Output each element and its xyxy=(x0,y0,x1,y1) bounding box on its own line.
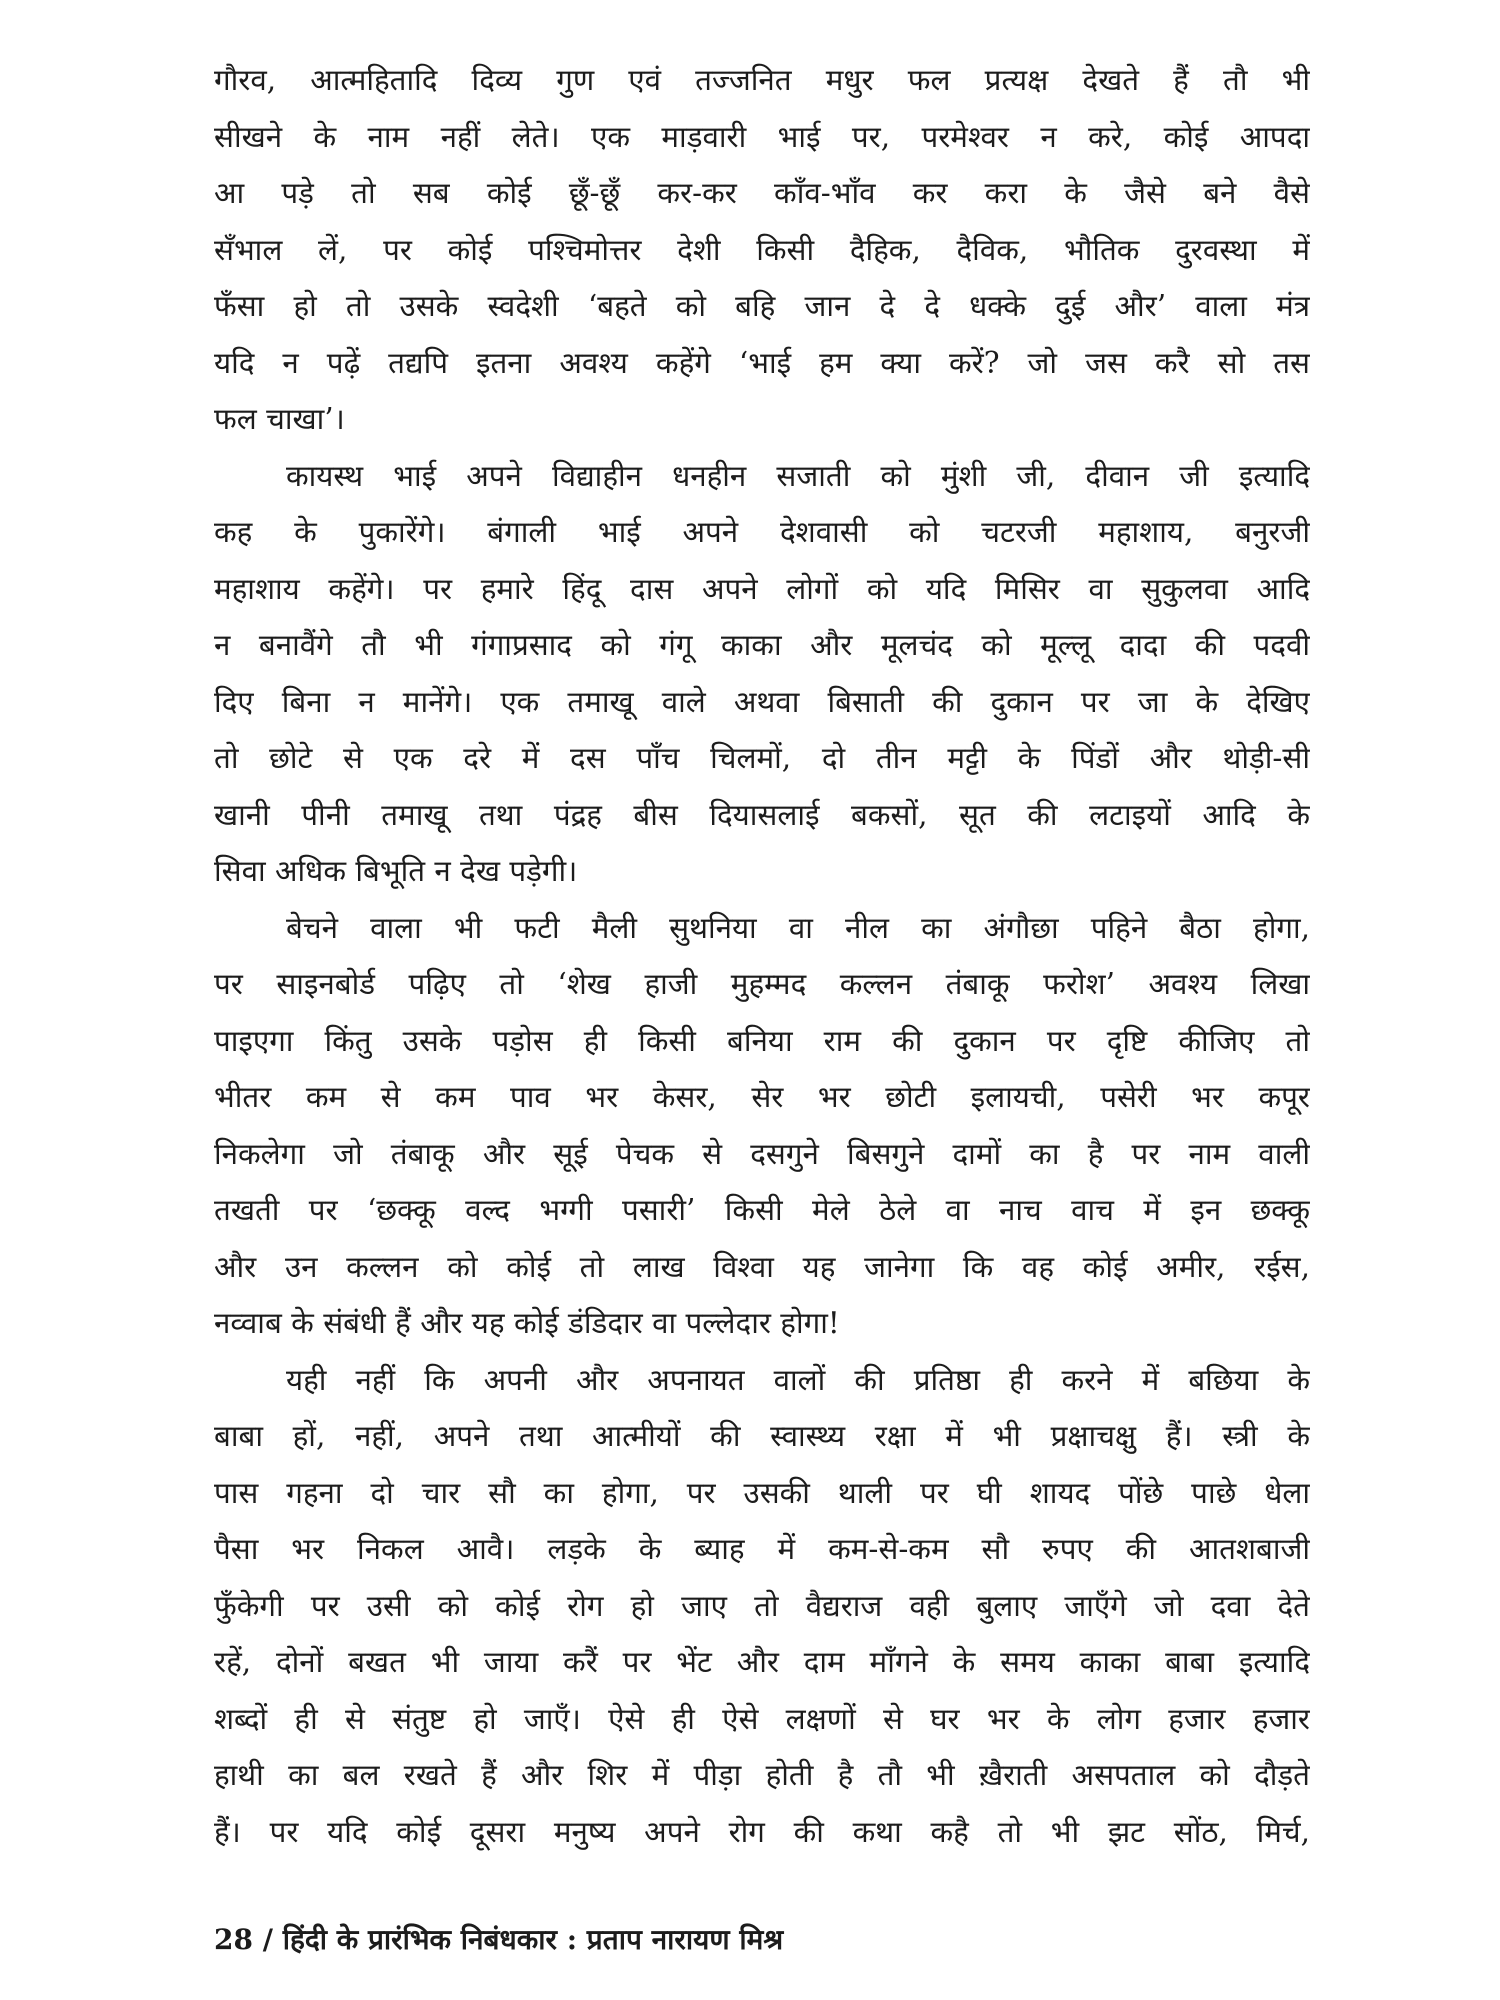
text-line: फँसा हो तो उसके स्वदेशी ‘बहते को बहि जान दे दे धक्के दुई और’ वाला मंत्र xyxy=(214,289,1310,323)
text-line: फुँकेगी पर उसी को कोई रोग हो जाए तो वैद्यराज वही बुलाए जाएँगे जो दवा देते xyxy=(214,1588,1310,1623)
text-line: तखती पर ‘छक्कू वल्द भग्गी पसारी’ किसी मेले ठेले वा नाच वाच में इन छक्कू xyxy=(214,1193,1310,1227)
text-line: नव्वाब के संबंधी हैं और यह कोई डंडिदार वा पल्लेदार होगा! xyxy=(214,1306,840,1340)
body-text xyxy=(214,52,1310,1860)
text-line: रहें, दोनों बखत भी जाया करैं पर भेंट और दाम माँगने के समय काका बाबा इत्यादि xyxy=(214,1645,1310,1679)
text-line: पाइएगा किंतु उसके पड़ोस ही किसी बनिया राम की दुकान पर दृष्टि कीजिए तो xyxy=(214,1023,1310,1058)
text-line: पास गहना दो चार सौ का होगा, पर उसकी थाली पर घी शायद पोंछे पाछे धेला xyxy=(214,1475,1310,1510)
book-title: हिंदी के प्रारंभिक निबंधकार : प्रताप नारायण मिश्र xyxy=(282,1923,784,1956)
text-line: पर साइनबोर्ड पढ़िए तो ‘शेख हाजी मुहम्मद कल्लन तंबाकू फरोश’ अवश्य लिखा xyxy=(214,967,1310,1001)
text-line: दिए बिना न मानेंगे। एक तमाखू वाले अथवा बिसाती की दुकान पर जा के देखिए xyxy=(214,684,1310,719)
text-line: सँभाल लें, पर कोई पश्चिमोत्तर देशी किसी दैहिक, दैविक, भौतिक दुरवस्था में xyxy=(214,232,1310,267)
text-line: भीतर कम से कम पाव भर केसर, सेर भर छोटी इलायची, पसेरी भर कपूर xyxy=(214,1080,1310,1114)
text-line: फल चाखा’। xyxy=(214,402,345,436)
text-line: गौरव, आत्महितादि दिव्य गुण एवं तज्जनित मधुर फल प्रत्यक्ष देखते हैं तौ भी xyxy=(214,63,1310,97)
text-line: महाशाय कहेंगे। पर हमारे हिंदू दास अपने लोगों को यदि मिसिर वा सुकुलवा आदि xyxy=(214,571,1310,606)
text-line: निकलेगा जो तंबाकू और सूई पेचक से दसगुने बिसगुने दामों का है पर नाम वाली xyxy=(214,1136,1310,1171)
text-line: खानी पीनी तमाखू तथा पंद्रह बीस दियासलाई बकसों, सूत की लटाइयों आदि के xyxy=(214,797,1310,832)
text-line: पैसा भर निकल आवै। लड़के के ब्याह में कम-से-कम सौ रुपए की आतशबाजी xyxy=(214,1532,1310,1566)
text-line: हैं। पर यदि कोई दूसरा मनुष्य अपने रोग की कथा कहै तो भी झट सोंठ, मिर्च, xyxy=(214,1814,1310,1849)
text-line: यही नहीं कि अपनी और अपनायत वालों की प्रतिष्ठा ही करने में बछिया के xyxy=(286,1362,1310,1397)
text-line: आ पड़े तो सब कोई छूँ-छूँ कर-कर काँव-भाँव कर करा के जैसे बने वैसे xyxy=(214,176,1310,210)
text-line: बेचने वाला भी फटी मैली सुथनिया वा नील का अंगौछा पहिने बैठा होगा, xyxy=(286,910,1310,945)
text-line: कह के पुकारेंगे। बंगाली भाई अपने देशवासी को चटरजी महाशाय, बनुरजी xyxy=(214,515,1310,549)
text-line: और उन कल्लन को कोई तो लाख विश्वा यह जानेगा कि वह कोई अमीर, रईस, xyxy=(214,1249,1310,1284)
text-line: सीखने के नाम नहीं लेते। एक माड़वारी भाई पर, परमेश्वर न करे, कोई आपदा xyxy=(214,119,1310,154)
page-number: 28 xyxy=(214,1923,253,1956)
text-line: कायस्थ भाई अपने विद्याहीन धनहीन सजाती को मुंशी जी, दीवान जी इत्यादि xyxy=(286,458,1310,493)
text-line: शब्दों ही से संतुष्ट हो जाएँ। ऐसे ही ऐसे लक्षणों से घर भर के लोग हजार हजार xyxy=(214,1701,1310,1736)
text-line: न बनावैंगे तौ भी गंगाप्रसाद को गंगू काका और मूलचंद को मूल्लू दादा की पदवी xyxy=(214,628,1310,662)
text-line: यदि न पढ़ें तद्यपि इतना अवश्य कहेंगे ‘भाई हम क्या करें? जो जस करै सो तस xyxy=(214,345,1310,380)
text-line: हाथी का बल रखते हैं और शिर में पीड़ा होती है तौ भी ख़ैराती असपताल को दौड़ते xyxy=(214,1758,1310,1792)
text-line: बाबा हों, नहीं, अपने तथा आत्मीयों की स्वास्थ्य रक्षा में भी प्रक्षाचक्षु हैं। स्त्री के xyxy=(214,1419,1310,1453)
footer-separator: / xyxy=(252,1923,283,1956)
text-line: सिवा अधिक बिभूति न देख पड़ेगी। xyxy=(214,854,578,888)
text-line: तो छोटे से एक दरे में दस पाँच चिलमों, दो तीन मट्टी के पिंडों और थोड़ी-सी xyxy=(214,741,1310,775)
page-footer xyxy=(214,1918,783,1962)
